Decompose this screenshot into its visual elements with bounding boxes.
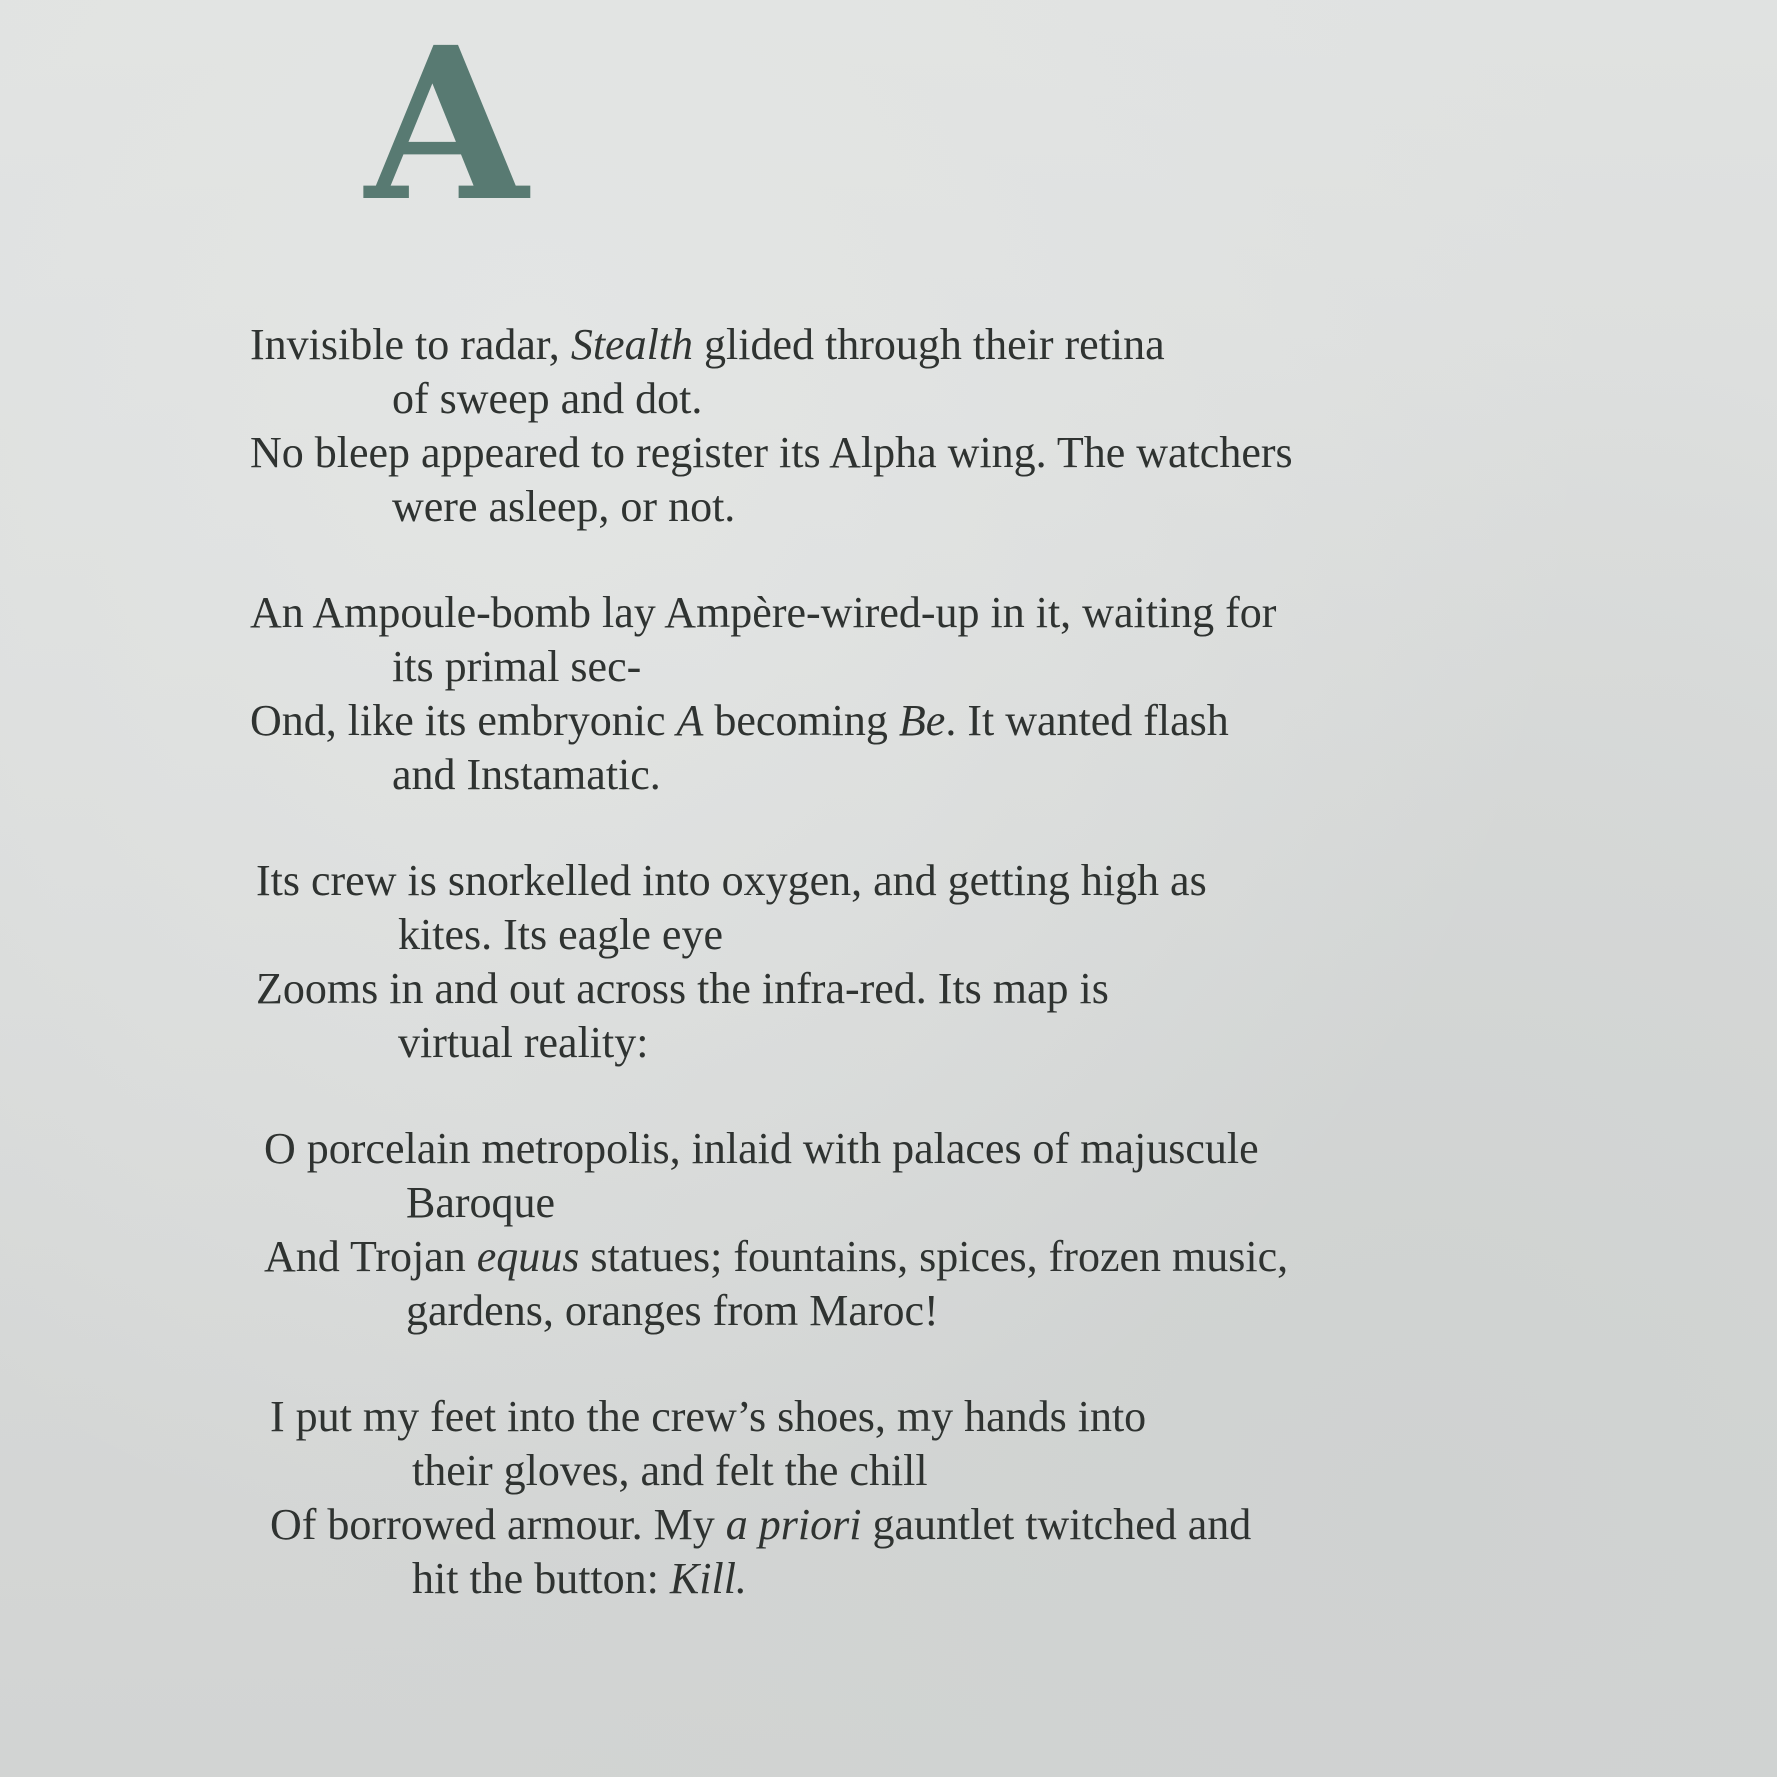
poem-line-continuation bbox=[256, 908, 1510, 962]
poem-line bbox=[256, 962, 1510, 1016]
poem-line-continuation bbox=[256, 1016, 1510, 1070]
line-text: hit the button: bbox=[412, 1554, 670, 1603]
line-text: O porcelain metropolis, inlaid with palaces of majuscule bbox=[264, 1124, 1259, 1173]
poem-line-continuation bbox=[264, 1176, 1510, 1230]
line-text: Zooms in and out across the infra-red. Its map is bbox=[256, 964, 1109, 1013]
italic-text: Be bbox=[898, 696, 946, 745]
italic-text: Stealth bbox=[570, 320, 694, 369]
stanza bbox=[250, 318, 1510, 534]
line-text: glided through their retina bbox=[693, 320, 1165, 369]
line-text: gauntlet twitched and bbox=[861, 1500, 1252, 1549]
poem-line-continuation bbox=[270, 1444, 1510, 1498]
line-text: and Instamatic. bbox=[392, 750, 661, 799]
poem-line-continuation bbox=[250, 372, 1510, 426]
line-text: statues; fountains, spices, frozen music, bbox=[579, 1232, 1289, 1281]
poem-line bbox=[264, 1122, 1510, 1176]
line-text: of sweep and dot. bbox=[392, 374, 703, 423]
line-text: were asleep, or not. bbox=[392, 482, 736, 531]
line-text: virtual reality: bbox=[398, 1018, 649, 1067]
italic-text: Kill. bbox=[669, 1554, 747, 1603]
poem-line bbox=[250, 318, 1510, 372]
line-text: Of borrowed armour. My bbox=[270, 1500, 726, 1549]
poem-line bbox=[270, 1498, 1510, 1552]
line-text: An Ampoule-bomb lay Ampère-wired-up in it, waiting for bbox=[250, 588, 1277, 637]
poem-line bbox=[264, 1230, 1510, 1284]
line-text: And Trojan bbox=[264, 1232, 477, 1281]
line-text: Its crew is snorkelled into oxygen, and getting high as bbox=[256, 856, 1207, 905]
line-text: kites. Its eagle eye bbox=[398, 910, 723, 959]
line-text: gardens, oranges from Maroc! bbox=[406, 1286, 939, 1335]
italic-text: a priori bbox=[725, 1500, 862, 1549]
poem-line bbox=[256, 854, 1510, 908]
poem-line bbox=[250, 426, 1510, 480]
poem-line bbox=[250, 694, 1510, 748]
italic-text: A bbox=[676, 696, 704, 745]
stanza bbox=[250, 1122, 1510, 1338]
poem-line-continuation bbox=[270, 1552, 1510, 1606]
poem-line bbox=[270, 1390, 1510, 1444]
stanza bbox=[250, 1390, 1510, 1606]
line-text: I put my feet into the crew’s shoes, my hands into bbox=[270, 1392, 1147, 1441]
drop-cap-letter: A bbox=[365, 1, 528, 248]
line-text: its primal sec- bbox=[392, 642, 642, 691]
line-text: Invisible to radar, bbox=[250, 320, 571, 369]
poem-line-continuation bbox=[250, 748, 1510, 802]
poem-line-continuation bbox=[250, 480, 1510, 534]
poem-line-continuation bbox=[250, 640, 1510, 694]
line-text: . It wanted flash bbox=[945, 696, 1229, 745]
italic-text: equus bbox=[476, 1232, 580, 1281]
poem-line bbox=[250, 586, 1510, 640]
poem-line-continuation bbox=[264, 1284, 1510, 1338]
line-text: their gloves, and felt the chill bbox=[412, 1446, 928, 1495]
line-text: Baroque bbox=[406, 1178, 556, 1227]
line-text: Ond, like its embryonic bbox=[250, 696, 677, 745]
line-text: becoming bbox=[703, 696, 899, 745]
stanza bbox=[250, 586, 1510, 802]
line-text: No bleep appeared to register its Alpha wing. The watchers bbox=[250, 428, 1293, 477]
poem-text bbox=[250, 318, 1510, 1606]
stanza bbox=[250, 854, 1510, 1070]
